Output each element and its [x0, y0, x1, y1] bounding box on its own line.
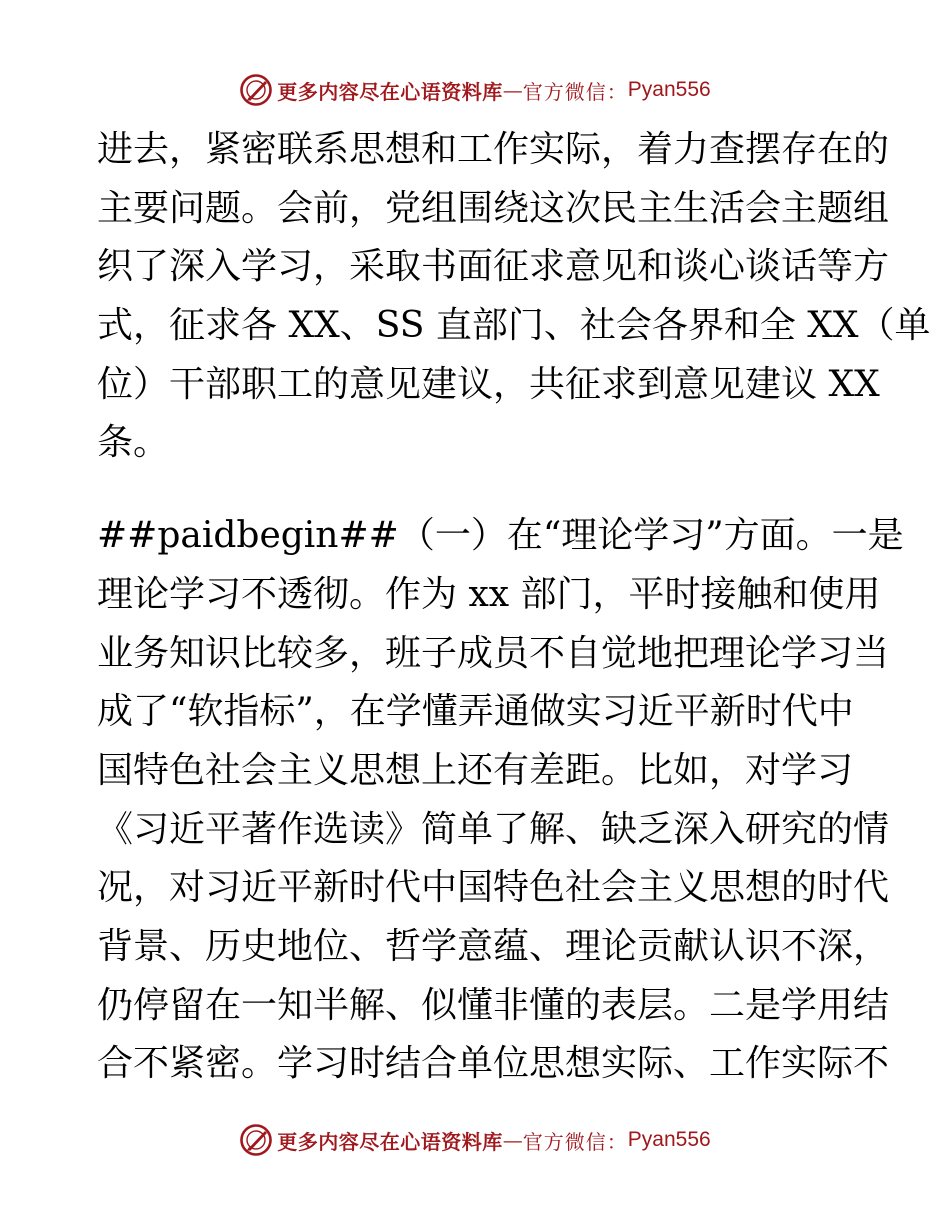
footer-banner — [0, 1120, 950, 1160]
brand-logo-icon — [239, 1123, 273, 1157]
text-line: 织了深入学习，采取书面征求意见和谈心谈话等方 — [97, 246, 890, 288]
banner-wechat-id: Pyan556 — [627, 78, 711, 101]
banner-separator: — — [502, 78, 523, 102]
text-line: 况，对习近平新时代中国特色社会主义思想的时代 — [97, 867, 890, 909]
text-line: 合不紧密。学习时结合单位思想实际、工作实际不 — [97, 1043, 890, 1085]
paragraph-1 — [97, 121, 931, 473]
document-body — [97, 121, 931, 1094]
text-line: 成了“软指标”，在学懂弄通做实习近平新时代中 — [97, 691, 854, 733]
text-line: 条。 — [97, 422, 170, 464]
banner-wechat-id: Pyan556 — [627, 1128, 711, 1151]
text-line: ##paidbegin##（一）在“理论学习”方面。一是 — [97, 515, 904, 557]
header-banner — [0, 70, 950, 110]
text-line: 背景、历史地位、哲学意蕴、理论贡献认识不深， — [97, 925, 890, 967]
banner-title: 更多内容尽在心语资料库 — [277, 1129, 503, 1154]
text-line: 仍停留在一知半解、似懂非懂的表层。二是学用结 — [97, 984, 890, 1026]
text-line: 《习近平著作选读》简单了解、缺乏深入研究的情 — [97, 808, 890, 850]
banner-title: 更多内容尽在心语资料库 — [277, 79, 503, 104]
text-line: 式，征求各 XX、SS 直部门、社会各界和全 XX（单 — [97, 305, 931, 347]
banner-wechat-label: 官方微信： — [522, 79, 628, 104]
text-line: 位）干部职工的意见建议，共征求到意见建议 XX — [97, 363, 880, 405]
text-line: 业务知识比较多，班子成员不自觉地把理论学习当 — [97, 632, 890, 674]
banner-wechat-label: 官方微信： — [522, 1129, 628, 1154]
text-line: 国特色社会主义思想上还有差距。比如，对学习 — [97, 749, 854, 791]
brand-logo-icon — [239, 73, 273, 107]
text-line: 主要问题。会前，党组围绕这次民主生活会主题组 — [97, 187, 890, 229]
text-line: 理论学习不透彻。作为 xx 部门，平时接触和使用 — [97, 573, 881, 615]
text-line: 进去，紧密联系思想和工作实际，着力查摆存在的 — [97, 129, 890, 170]
paragraph-2 — [97, 507, 904, 1094]
banner-separator: — — [502, 1128, 523, 1152]
